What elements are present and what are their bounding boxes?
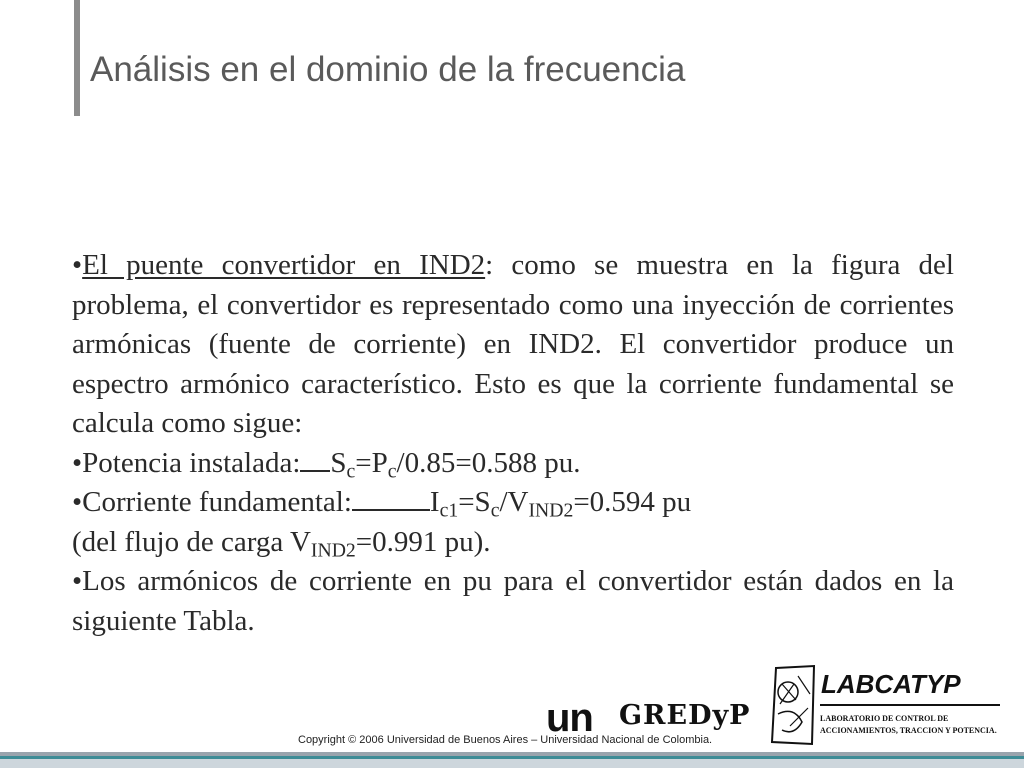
subscript: IND2 (528, 499, 574, 522)
labcatyp-subtitle-line-2: ACCIONAMIENTOS, TRACCION Y POTENCIA. (820, 726, 997, 735)
symbol-i: I (429, 486, 440, 518)
slide-title: Análisis en el dominio de la frecuencia (90, 50, 686, 89)
bullet: • (72, 446, 83, 479)
load-flow-result: =0.991 pu). (355, 525, 491, 558)
paragraph-harmonics (72, 562, 954, 641)
equation-result: /0.85=0.588 pu. (396, 446, 581, 479)
paragraph-fundamental-current (72, 483, 954, 523)
bullet: • (72, 486, 83, 518)
subscript: c (387, 460, 397, 483)
equation-part: =P (355, 446, 388, 479)
title-accent-bar (74, 0, 80, 116)
labcatyp-subtitle (820, 713, 997, 737)
bullet: • (72, 249, 83, 281)
equation-part: =S (458, 486, 491, 518)
gredyp-logo: GREDyP (619, 700, 751, 731)
subscript: c (346, 460, 356, 483)
equation-part: /V (499, 486, 529, 518)
paragraph-load-flow-note (72, 523, 954, 563)
un-logo: un (546, 696, 593, 740)
labcatyp-emblem-icon (768, 664, 818, 746)
harmonics-text: Los armónicos de corriente en pu para el convertidor están dados en la siguiente Tabla. (72, 565, 954, 637)
fill-blank (352, 487, 430, 511)
paragraph-installed-power (72, 444, 954, 484)
fill-blank (300, 448, 330, 472)
equation-result: =0.594 pu (573, 486, 692, 518)
converter-heading: El puente convertidor en IND2 (82, 249, 486, 281)
bullet: • (72, 565, 83, 597)
load-flow-text: (del flujo de carga V (72, 525, 311, 558)
labcatyp-divider (820, 704, 1000, 706)
labcatyp-name: LABCATYP (821, 669, 961, 699)
labcatyp-subtitle-line-1: LABORATORIO DE CONTROL DE (820, 714, 949, 723)
symbol-s: S (330, 446, 347, 479)
slide-body (72, 246, 954, 641)
installed-power-label: Potencia instalada: (82, 446, 301, 479)
footer-band-light (0, 759, 1024, 768)
subscript: c1 (439, 499, 459, 522)
fundamental-current-label: Corriente fundamental: (82, 486, 352, 518)
paragraph-converter (72, 246, 954, 444)
subscript: IND2 (310, 539, 356, 562)
converter-description: : como se muestra en la figura del problema, el convertidor es representado como una inyección de corrientes armónicas (fuente de corriente) en IND2. El convertidor produce un espectro armónico característico. Esto es que la corriente fundamental se calcula como sigue: (72, 249, 954, 439)
subscript: c (490, 499, 500, 522)
copyright-notice: Copyright © 2006 Universidad de Buenos Aires – Universidad Nacional de Colombia. (298, 734, 713, 746)
